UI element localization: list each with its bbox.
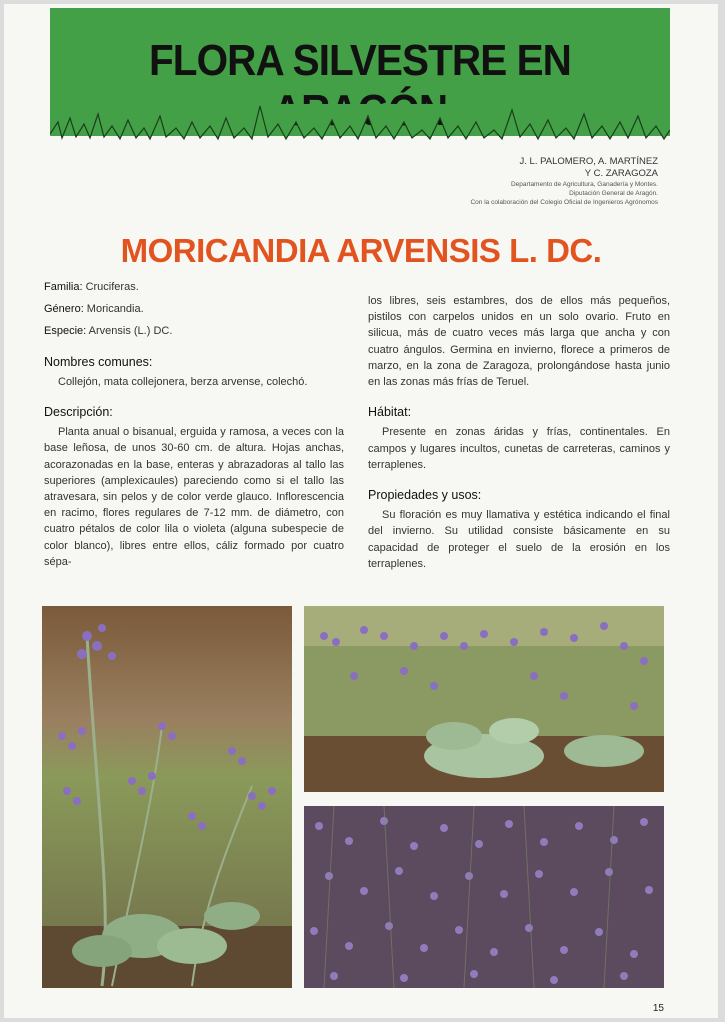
photo-flower-field xyxy=(304,806,664,988)
family-row xyxy=(44,279,344,295)
grass-decoration xyxy=(50,104,670,152)
left-column xyxy=(44,279,344,570)
authors-line-2: Y C. ZARAGOZA xyxy=(584,168,658,179)
family-label: Familia: xyxy=(44,281,83,293)
description-heading: Descripción: xyxy=(44,405,113,420)
common-names-heading: Nombres comunes: xyxy=(44,354,153,369)
credits-block xyxy=(398,156,658,207)
species-value: Arvensis (L.) DC. xyxy=(86,325,173,338)
magazine-page xyxy=(4,4,718,1018)
banner-title: FLORA SILVESTRE EN xyxy=(148,36,571,85)
family-value: Cruciferas. xyxy=(82,281,139,293)
species-label: Especie: xyxy=(44,325,87,338)
properties-text: Su floración es muy llamativa y estética indicando el final del invierno. Su utilidad consiste básicamente en su capacidad de proteger el suelo de la erosión en los terraplenes. xyxy=(368,509,670,570)
description-text: Planta anual o bisanual, erguida y ramosa, a veces con la base leñosa, de unos 30-60 cm. de altura. Hojas anchas, acorazonadas en la base, enteras y abrazadoras al tallo las superiores (amplexicaules) pareciendo como si el tallo las atravesara, sin pelos y de color verde glauco. Inflorescencia en racimo, flores regulares de 7-12 mm. de diámetro, con cuatro pétalos de color lila o violeta (alguna subespecie de color blanco), libres entre ellos, cáliz formado por cuatro sépa- xyxy=(44,426,344,568)
right-column xyxy=(368,293,670,572)
page-number: 15 xyxy=(652,1003,664,1014)
genus-value: Moricandia. xyxy=(83,303,144,316)
species-row xyxy=(44,323,344,339)
habitat-text: Presente en zonas áridas y frías, continentales. En campos y lugares incultos, cunetas de carreteras, caminos y terraplenes. xyxy=(368,426,670,471)
collaboration-line: Con la colaboración del Colegio Oficial de Ingenieros Agrónomos xyxy=(470,199,658,206)
government-line: Diputación General de Aragón. xyxy=(569,190,658,197)
species-title: MORICANDIA ARVENSIS L. DC. xyxy=(120,232,602,269)
properties-heading: Propiedades y usos: xyxy=(368,488,482,503)
genus-label: Género: xyxy=(44,303,84,316)
department-line: Departamento de Agricultura, Ganadería y Montes. xyxy=(510,181,658,188)
habitat-heading: Hábitat: xyxy=(368,405,412,420)
description-continued-text: los libres, seis estambres, dos de ellos más pequeños, pistilos con carpelos unidos en un solo ovario. Fruto en silicua, más de cuatro veces más larga que ancha y con cuatro ángulos. Germina en invierno, florece a primeros de marzo, en la zona de Zaragoza, prolongándose hasta junio en las zonas más frías de Teruel. xyxy=(368,295,670,389)
photo-plant-left xyxy=(42,606,292,988)
common-names-text: Collejón, mata collejonera, berza arvense, colechó. xyxy=(58,375,308,388)
photo-plant-top-right xyxy=(304,606,664,792)
authors-line-1: J. L. PALOMERO, A. MARTÍNEZ xyxy=(519,156,658,167)
genus-row xyxy=(44,301,344,317)
